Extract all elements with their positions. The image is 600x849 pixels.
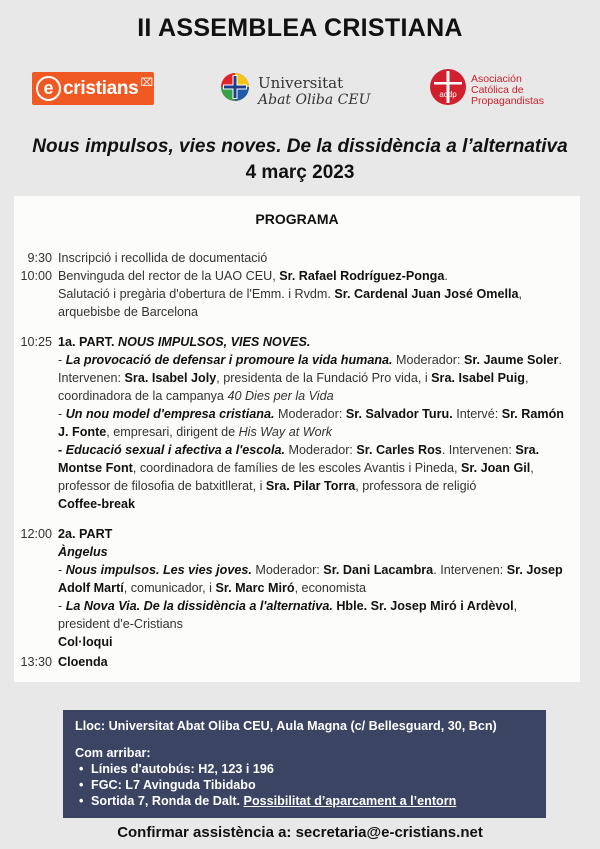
fish-icon: ⌧ xyxy=(140,77,154,89)
ecristians-logo xyxy=(32,72,154,105)
exit-text: Sortida 7, Ronda de Dalt. xyxy=(91,794,244,808)
schedule-text: Salutació i pregària d'obertura de l'Emm. i Rvdm. xyxy=(58,287,335,301)
acdp-logo-line3: Propagandistas xyxy=(471,95,544,107)
part-heading: 1a. PART. xyxy=(58,335,118,349)
list-item xyxy=(75,793,534,809)
program-panel xyxy=(14,196,580,682)
acdp-seal-icon xyxy=(429,68,467,106)
time-label: 12:00 xyxy=(20,527,52,541)
speaker-name: Sr. Ramón J. Fonte xyxy=(58,407,564,439)
schedule-text: , coordinadora de famílies de les escoles Avantis i Pineda, xyxy=(132,461,461,475)
schedule-text: , coordinadora de la campanya xyxy=(58,371,529,403)
acdp-logo-text xyxy=(471,74,544,107)
schedule-text: . Intervenen: xyxy=(441,443,516,457)
venue-location: Lloc: Universitat Abat Oliba CEU, Aula Magna (c/ Bellesguard, 30, Bcn) xyxy=(75,719,497,733)
schedule-text: , economista xyxy=(294,581,366,595)
speaker-name: Sr. Josep Adolf Martí xyxy=(58,563,563,595)
angelus-label: Àngelus xyxy=(58,545,108,559)
schedule-text: . xyxy=(444,269,448,283)
schedule-text: Moderador: xyxy=(274,407,346,421)
schedule-text: , arquebisbe de Barcelona xyxy=(58,287,522,319)
speaker-name: Sra. Montse Font xyxy=(58,443,540,475)
uao-logo-line1: Universitat xyxy=(258,74,344,92)
speaker-name: Sr. Rafael Rodríguez-Ponga xyxy=(279,269,445,283)
campaign-name: 40 Dies per la Vida xyxy=(227,389,334,403)
schedule-text: Inscripció i recollida de documentació xyxy=(58,251,268,265)
speaker-name: Sra. Pilar Torra xyxy=(265,479,356,493)
speaker-name: Sra. Isabel Puig xyxy=(431,371,525,385)
time-label: 9:30 xyxy=(27,251,52,265)
part-heading: 2a. PART xyxy=(58,527,113,541)
schedule-text: , professora de religió xyxy=(355,479,477,493)
speaker-name: Sr. Salvador Turu. xyxy=(345,407,453,421)
session-title: Un nou model d'empresa cristiana. xyxy=(65,407,275,421)
time-label: 10:00 xyxy=(20,269,52,283)
schedule-text: - xyxy=(58,563,66,577)
closing-label: Cloenda xyxy=(58,655,108,669)
speaker-name: Sr. Marc Miró xyxy=(215,581,295,595)
coffee-break: Coffee-break xyxy=(58,497,135,511)
schedule-text: Benvinguda del rector de la UAO CEU, xyxy=(58,269,280,283)
speaker-name: Sr. Joan Gil xyxy=(460,461,531,475)
uao-logo-line2: Abat Oliba CEU xyxy=(258,92,371,108)
acdp-logo-line2: Católica de xyxy=(471,84,524,96)
page-title: II ASSEMBLEA CRISTIANA xyxy=(137,14,463,42)
schedule-text: , comunicador, i xyxy=(123,581,216,595)
schedule-text: - xyxy=(58,407,66,421)
uao-cross-icon xyxy=(220,72,250,102)
speaker-name: Hble. Sr. Josep Miró i Ardèvol xyxy=(332,599,514,613)
schedule-text: , empresari, dirigent de xyxy=(106,425,239,439)
svg-text:acdp: acdp xyxy=(439,90,457,99)
acdp-logo xyxy=(429,68,579,112)
schedule-text: - xyxy=(58,353,66,367)
schedule-text: , president d'e-Cristians xyxy=(58,599,518,631)
schedule-text: , presidenta de la Fundació Pro vida, i xyxy=(216,371,432,385)
organization-name: His Way at Work xyxy=(238,425,333,439)
logo-strip xyxy=(0,62,600,118)
list-item: • FGC: L7 Avinguda Tibidabo xyxy=(75,777,534,793)
schedule-text: - xyxy=(58,599,66,613)
time-label: 10:25 xyxy=(20,335,52,349)
schedule-text: Moderador: xyxy=(285,443,357,457)
ecristians-logo-mark: e xyxy=(36,76,61,101)
speaker-name: Sr. Jaume Soler xyxy=(463,353,559,367)
schedule-text: Intervé: xyxy=(452,407,502,421)
schedule-text: . Intervenen: xyxy=(433,563,507,577)
directions-heading: Com arribar: xyxy=(75,746,151,760)
speaker-name: Sr. Dani Lacambra xyxy=(323,563,434,577)
event-subtitle: Nous impulsos, vies noves. De la dissidència a l’alternativa xyxy=(32,136,568,157)
time-label: 13:30 xyxy=(20,655,52,669)
session-title: La Nova Via. De la dissidència a l'alternativa. xyxy=(65,599,333,613)
parking-link[interactable]: Possibilitat d’aparcament a l’entorn xyxy=(243,794,457,808)
program-title: PROGRAMA xyxy=(255,211,339,227)
colloquy-label: Col·loqui xyxy=(58,635,113,649)
list-item: • Línies d'autobús: H2, 123 i 196 xyxy=(75,761,534,777)
uao-ceu-logo xyxy=(220,70,370,114)
speaker-name: Sra. Isabel Joly xyxy=(124,371,217,385)
session-title: La provocació de defensar i promoure la vida humana. xyxy=(65,353,393,367)
session-title: Nous impulsos. Les vies joves. xyxy=(65,563,252,577)
schedule-text: . Intervenen: xyxy=(58,353,562,385)
confirm-attendance: Confirmar assistència a: secretaria@e-cristians.net xyxy=(117,824,483,841)
speaker-name: Sr. Cardenal Juan José Omella xyxy=(334,287,519,301)
event-date: 4 març 2023 xyxy=(245,162,355,183)
acdp-logo-line1: Asociación xyxy=(471,73,522,85)
venue-info-box xyxy=(63,710,546,818)
session-title: - Educació sexual i afectiva a l'escola. xyxy=(58,443,285,457)
schedule-text: Moderador: xyxy=(392,353,464,367)
part-heading-title: NOUS IMPULSOS, VIES NOVES. xyxy=(117,335,311,349)
speaker-name: Sr. Carles Ros xyxy=(356,443,442,457)
schedule-text: , professor de filosofia de batxitllerat, i xyxy=(58,461,534,493)
directions-list xyxy=(75,761,534,809)
schedule-text: Moderador: xyxy=(251,563,324,577)
ecristians-logo-word: cristians xyxy=(63,77,139,99)
